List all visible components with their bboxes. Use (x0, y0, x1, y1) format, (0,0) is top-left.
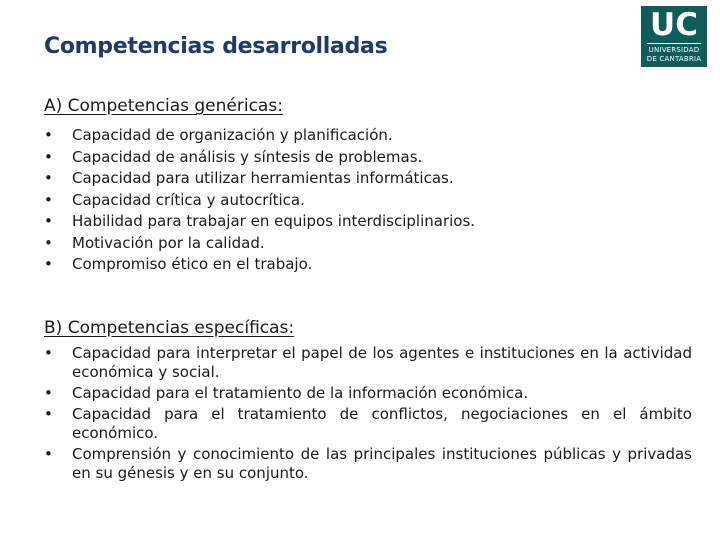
list-item (44, 211, 475, 233)
list-item-text: Capacidad para el tratamiento de conflictos, negociaciones en el ámbito económico. (72, 405, 692, 442)
list-item-text: Capacidad para utilizar herramientas informáticas. (72, 169, 454, 187)
list-item-text: Capacidad para el tratamiento de la información económica. (72, 384, 529, 402)
bullet: • (44, 255, 53, 273)
list-item (44, 125, 475, 147)
list-item-text: Capacidad crítica y autocrítica. (72, 190, 305, 209)
list-item (44, 405, 692, 443)
list-item-text: Habilidad para trabajar en equipos interdisciplinarios. (72, 212, 476, 230)
list-item-text: Comprensión y conocimiento de las principales instituciones públicas y privadas en su génesis y en su conjunto. (72, 445, 692, 482)
list-item (44, 233, 475, 255)
logo-line-2: DE CANTABRIA (646, 55, 702, 63)
bullet: • (44, 147, 53, 166)
logo-mark: UC (650, 7, 698, 43)
list-item (44, 147, 475, 169)
bullet: • (44, 445, 53, 463)
page-title: Competencias desarrolladas (44, 34, 388, 59)
bullet: • (44, 384, 53, 402)
specific-competencies-list (44, 344, 692, 485)
logo-line-1: UNIVERSIDAD (648, 46, 700, 54)
list-item (44, 445, 692, 483)
bullet: • (44, 405, 53, 423)
list-item (44, 344, 692, 382)
specific-competencies-heading: B) Competencias específicas: (44, 318, 295, 338)
bullet: • (44, 169, 53, 187)
list-item-text: Compromiso ético en el trabajo. (72, 255, 313, 273)
list-item-text: Capacidad de organización y planificación. (72, 126, 393, 144)
list-item (44, 190, 475, 212)
bullet: • (44, 344, 53, 362)
bullet: • (44, 212, 53, 230)
logo-divider (647, 43, 701, 44)
bullet: • (44, 190, 53, 209)
list-item (44, 254, 475, 276)
list-item (44, 168, 475, 190)
list-item-text: Capacidad para interpretar el papel de los agentes e instituciones en la actividad económica y social. (72, 344, 692, 381)
bullet: • (44, 233, 53, 252)
list-item (44, 384, 692, 403)
bullet: • (44, 126, 53, 144)
generic-competencies-list (44, 125, 475, 276)
list-item-text: Capacidad de análisis y síntesis de problemas. (72, 147, 423, 166)
university-logo (641, 6, 707, 67)
list-item-text: Motivación por la calidad. (72, 233, 265, 252)
generic-competencies-heading: A) Competencias genéricas: (44, 96, 283, 116)
